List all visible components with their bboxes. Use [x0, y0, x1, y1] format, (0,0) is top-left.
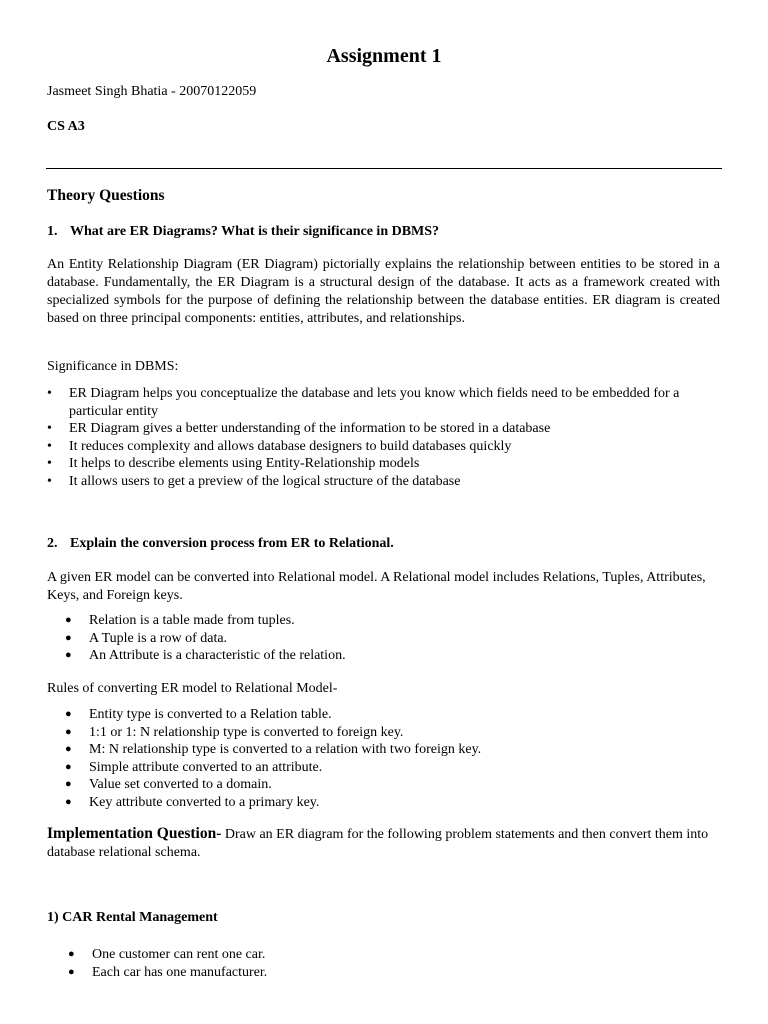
list-item: ● One customer can rent one car. [68, 947, 266, 962]
definitions-list [67, 612, 720, 665]
list-item: ● Each car has one manufacturer. [68, 964, 268, 980]
bullet-icon: • [47, 456, 52, 471]
list-item: ● A Tuple is a row of data. [65, 630, 228, 646]
bullet-icon: ● [65, 649, 72, 661]
bullet-icon: ● [65, 631, 72, 644]
significance-label: Significance in DBMS: [47, 359, 179, 374]
car-rental-list [70, 946, 720, 981]
question-1 [47, 223, 439, 241]
course-code: CS A3 [47, 119, 85, 134]
list-item: • It allows users to get a preview of the logical structure of the database [47, 473, 461, 489]
bullet-icon: ● [65, 708, 72, 720]
rules-list [67, 706, 720, 811]
author-line: Jasmeet Singh Bhatia - 20070122059 [47, 84, 257, 99]
implementation-lead: Implementation Question- [47, 825, 222, 842]
question-1-number: 1. [47, 224, 58, 239]
list-item: ● Value set converted to a domain. [65, 777, 272, 792]
list-item: ● 1:1 or 1: N relationship type is converted to foreign key. [65, 724, 404, 740]
question-2-number: 2. [47, 536, 58, 551]
bullet-icon: • [47, 386, 52, 401]
question-2 [47, 535, 394, 553]
list-item: ● Simple attribute converted to an attribute. [65, 759, 323, 775]
list-item: ● Entity type is converted to a Relation table. [65, 707, 332, 722]
list-item: • ER Diagram gives a better understanding of the information to be stored in a database [47, 421, 551, 436]
bullet-icon: ● [65, 614, 72, 626]
bullet-icon: ● [65, 760, 72, 773]
question-1-text: What are ER Diagrams? What is their significance in DBMS? [70, 224, 440, 239]
car-rental-heading: 1) CAR Rental Management [47, 910, 218, 925]
list-item: • It reduces complexity and allows database designers to build databases quickly [47, 438, 512, 454]
list-item: ● An Attribute is a characteristic of the relation. [65, 648, 346, 663]
list-item: ● Relation is a table made from tuples. [65, 613, 295, 628]
list-item: • ER Diagram helps you conceptualize the database and lets you know which fields need to be embedded for a particular entity [47, 386, 680, 419]
bullet-icon: ● [65, 795, 72, 808]
bullet-icon: • [47, 421, 52, 436]
implementation-question [47, 825, 727, 862]
question-2-text: Explain the conversion process from ER to Relational. [70, 536, 394, 551]
bullet-icon: ● [68, 948, 75, 960]
question-1-answer: An Entity Relationship Diagram (ER Diagram) pictorially explains the relationship between entities to be stored in a database. Fundamentally, the ER Diagram is a structural design of the database. It acts as a framework created with specialized symbols for the purpose of defining the relationship between the database entities. ER diagram is created based on three principal components: entities, attributes, and relationships. [47, 257, 720, 326]
horizontal-divider [46, 168, 722, 169]
bullet-icon: ● [68, 965, 75, 978]
implementation-text: Draw an ER diagram for the following problem statements and then convert them into database relational schema. [47, 827, 709, 860]
question-2-answer: A given ER model can be converted into Relational model. A Relational model includes Relations, Tuples, Attributes, Keys, and Foreign keys. [47, 570, 706, 603]
bullet-icon: ● [65, 725, 72, 738]
bullet-icon: • [47, 438, 52, 454]
bullet-icon: • [47, 473, 52, 489]
rules-label: Rules of converting ER model to Relational Model- [47, 681, 338, 696]
bullet-icon: ● [65, 778, 72, 790]
theory-questions-heading: Theory Questions [47, 187, 165, 204]
page-title: Assignment 1 [326, 45, 442, 67]
list-item: ● M: N relationship type is converted to a relation with two foreign key. [65, 742, 482, 757]
significance-list [47, 385, 720, 490]
list-item: • It helps to describe elements using Entity-Relationship models [47, 456, 420, 471]
bullet-icon: ● [65, 743, 72, 755]
list-item: ● Key attribute converted to a primary key. [65, 794, 320, 810]
